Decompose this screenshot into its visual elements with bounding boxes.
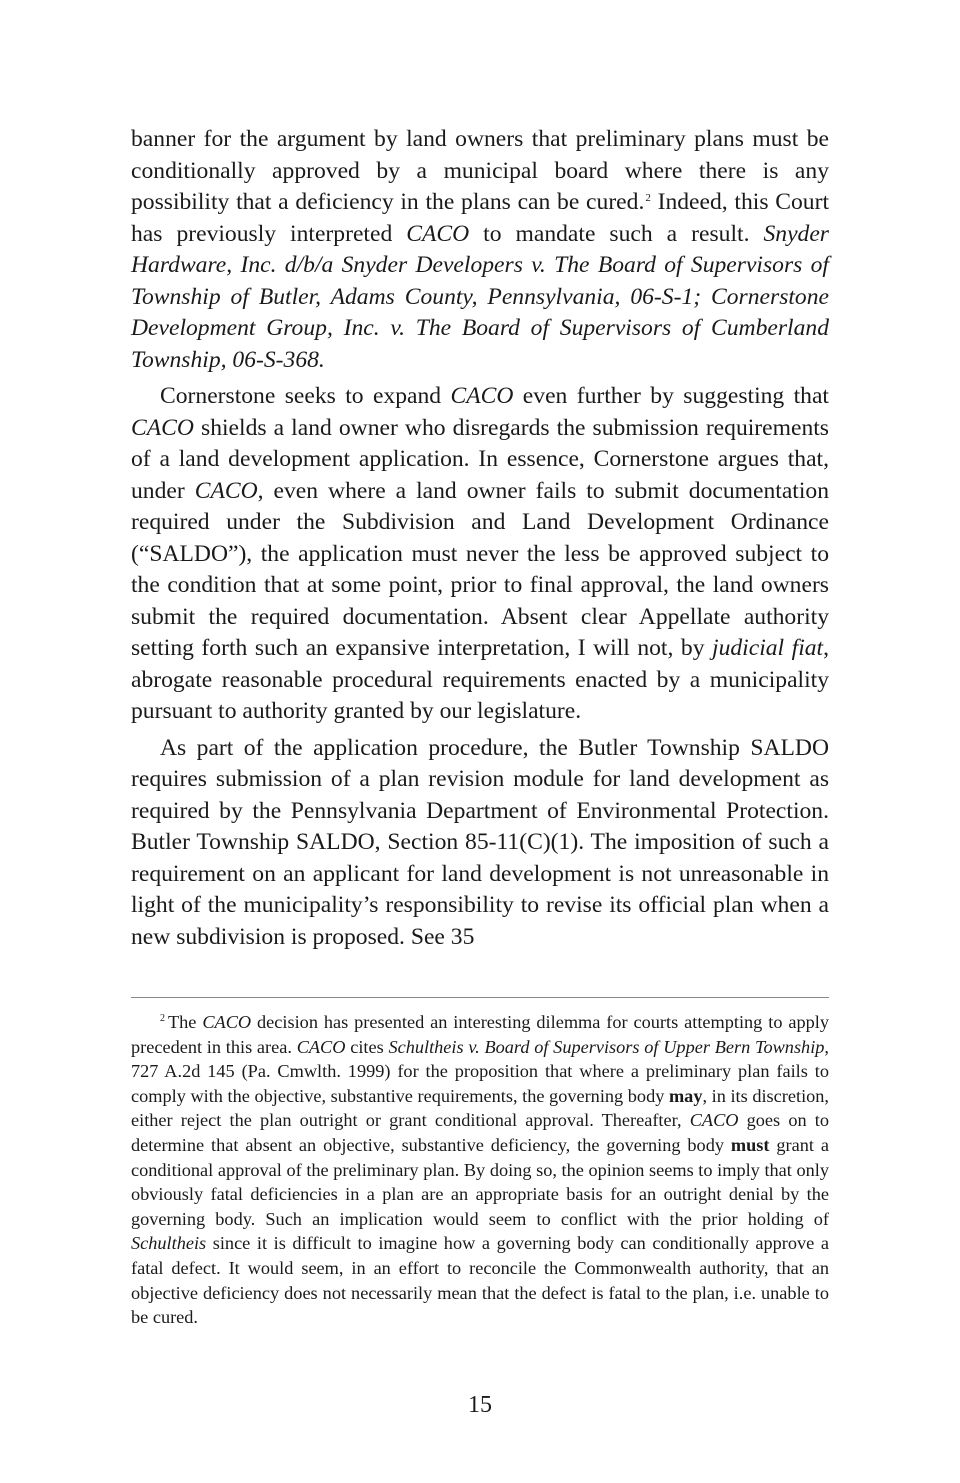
footnote-paragraph: [131, 1010, 829, 1330]
text-span: goes on to determine that absent an objective, substantive deficiency, the governing body: [131, 1110, 829, 1155]
text-span: banner for the argument by land owners that preliminary plans must be conditionally approved by a municipal board where there is any possibility that a deficiency in the plans can be cured.: [131, 126, 829, 215]
emphasis-may: may: [668, 1085, 703, 1106]
text-span: cites: [345, 1036, 389, 1057]
text-span: The: [168, 1012, 203, 1032]
text-span: since it is difficult to imagine how a governing body can conditionally approve a fatal defect. It would seem, in an effort to reconcile the Commonwealth authority, that an objective deficiency does not necessarily mean that the defect is fatal to the plan, i.e. unable to be cured.: [131, 1233, 829, 1328]
case-name: CACO: [296, 1036, 346, 1057]
latin-phrase: judicial fiat: [712, 635, 824, 661]
case-name: CACO: [450, 383, 514, 409]
footnote-reference[interactable]: 2: [645, 192, 651, 204]
footnote-divider: [131, 997, 829, 998]
case-citation: Schultheis v. Board of Supervisors of Upper Bern Township: [388, 1036, 825, 1057]
case-name: Schultheis: [131, 1233, 207, 1254]
case-name: CACO: [689, 1110, 739, 1131]
paragraph-1: [131, 124, 829, 376]
main-text: [131, 124, 829, 958]
case-name: CACO: [406, 220, 470, 247]
text-span: , 727 A.2d 145 (Pa. Cmwlth. 1999) for the proposition that where a preliminary plan fails to comply with the objective, substantive requirements, the governing body: [131, 1036, 829, 1106]
footnote-marker: 2: [160, 1013, 165, 1024]
case-name: CACO: [202, 1012, 252, 1032]
case-name: CACO: [194, 477, 258, 504]
text-span: , in its discretion, either reject the plan outright or grant conditional approval. Thereafter,: [131, 1085, 829, 1131]
text-span: to mandate such a result.: [469, 220, 764, 247]
page-number: 15: [468, 1392, 492, 1418]
emphasis-must: must: [730, 1134, 770, 1155]
text-span: , abrogate reasonable procedural requirements enacted by a municipality pursuant to authority granted by our legislature.: [131, 635, 830, 724]
text-span: Cornerstone seeks to expand: [160, 383, 451, 409]
footnote-2: [131, 1010, 829, 1330]
text-span: Indeed, this Court has previously interpreted: [131, 189, 829, 247]
paragraph-2: [131, 381, 829, 728]
text-span: grant a conditional approval of the preliminary plan. By doing so, the opinion seems to imply that only obviously fatal deficiencies in a plan are an appropriate basis for an outright denial by the governing body. Such an implication would seem to conflict with the prior holding of: [131, 1134, 829, 1229]
text-span: decision has presented an interesting dilemma for courts attempting to apply precedent in this area.: [131, 1012, 829, 1057]
text-span: shields a land owner who disregards the submission requirements of a land development application. In essence, Cornerstone argues that, under: [131, 414, 829, 504]
text-span: , even where a land owner fails to submit documentation required under the Subdivision and Land Development Ordinance (“SALDO”), the application must never the less be approved subject to the condition that at some point, prior to final approval, the land owners submit the required documentation. Absent clear Appellate authority setting forth such an expansive interpretation, I will not, by: [131, 477, 829, 661]
case-name: CACO: [131, 414, 194, 441]
paragraph-3: As part of the application procedure, the Butler Township SALDO requires submission of a plan revision module for land development as required by the Pennsylvania Department of Environmental Protection. Butler Township SALDO, Section 85-11(C)(1). The imposition of such a requirement on an applicant for land development is not unreasonable in light of the municipality’s responsibility to revise its official plan when a new subdivision is proposed. See 35: [131, 734, 829, 950]
case-citation: Snyder Hardware, Inc. d/b/a Snyder Developers v. The Board of Supervisors of Township of Butler, Adams County, Pennsylvania, 06-S-1; Cornerstone Development Group, Inc. v. The Board of Supervisors of Cumberland Township, 06-S-368.: [131, 220, 829, 373]
text-span: even further by suggesting that: [513, 383, 829, 409]
